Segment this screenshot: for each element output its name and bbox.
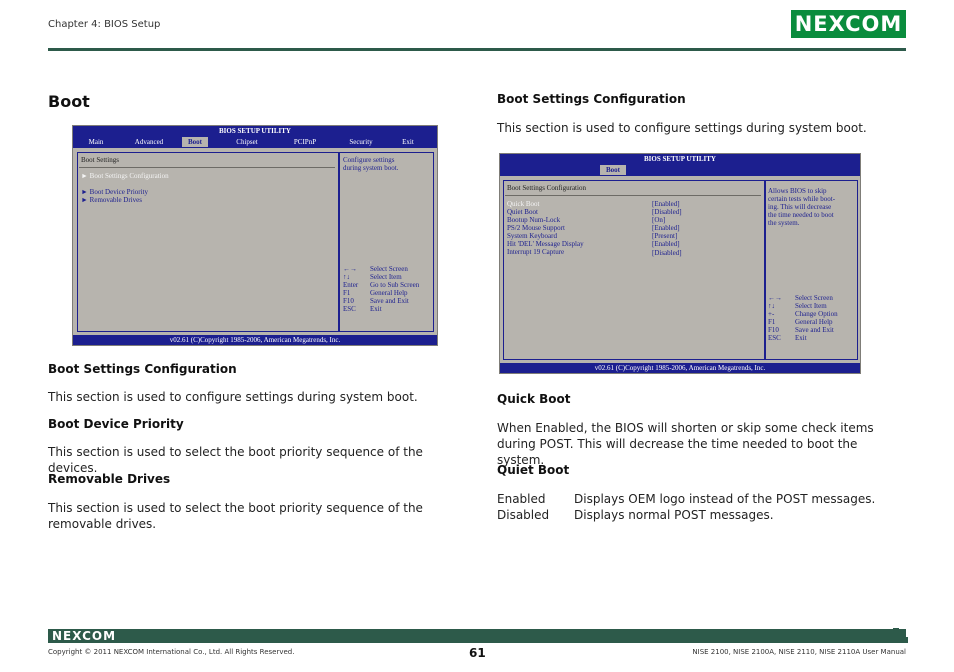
section-title: Boot Settings Configuration (48, 362, 237, 376)
page-number: 61 (469, 646, 486, 660)
bios-menu-main[interactable]: Main (88, 138, 104, 146)
bios-setting-name[interactable]: PS/2 Mouse Support (507, 224, 565, 232)
option-label: Enabled (497, 492, 546, 506)
bios-footer: v02.61 (C)Copyright 1985-2006, American Megatrends, Inc. (73, 335, 437, 345)
bios-setting-name[interactable]: System Keyboard (507, 232, 557, 240)
bios-panel-separator (505, 195, 761, 196)
bios-key: F1 (343, 289, 351, 297)
bios-menu-exit[interactable]: Exit (402, 138, 414, 146)
bios-panel-separator (79, 167, 335, 168)
bios-key: Enter (343, 281, 359, 289)
footer-square (893, 628, 899, 634)
bios-key: F10 (343, 297, 354, 305)
bios-help-line: the system. (768, 219, 800, 227)
bios-item-boot-settings[interactable]: ► Boot Settings Configuration (81, 172, 169, 180)
bios-setting-name[interactable]: Bootup Num-Lock (507, 216, 561, 224)
option-desc: Displays normal POST messages. (574, 508, 774, 522)
bios-setting-name[interactable]: Quick Boot (507, 200, 540, 208)
bios-key-action: Select Item (370, 273, 402, 281)
bios-key-action: General Help (795, 318, 833, 326)
bios-help-line: the time needed to boot (768, 211, 834, 219)
section-title: Boot Device Priority (48, 417, 184, 431)
page-heading-boot: Boot (48, 92, 90, 111)
bios-panel-title: Boot Settings Configuration (507, 184, 586, 192)
chapter-title: Chapter 4: BIOS Setup (48, 19, 161, 30)
bios-footer: v02.61 (C)Copyright 1985-2006, American Megatrends, Inc. (500, 363, 860, 373)
bios-key-action: Select Screen (795, 294, 833, 302)
bios-key-action: Save and Exit (795, 326, 834, 334)
bios-help-line: Allows BIOS to skip (768, 187, 827, 195)
bios-key-action: Select Item (795, 302, 827, 310)
section-title-quick-boot: Quick Boot (497, 392, 571, 406)
copyright-text: Copyright © 2011 NEXCOM International Co., Ltd. All Rights Reserved. (48, 648, 295, 656)
bios-setting-value[interactable]: [Enabled] (652, 200, 680, 208)
bios-key: ←→ (768, 294, 782, 302)
bios-menu-bar (73, 136, 437, 148)
footer-logo: NEXCOM (52, 629, 117, 643)
bios-setting-value[interactable]: [Present] (652, 232, 678, 240)
nexcom-logo: NEXCOM (791, 10, 906, 38)
section-title: Removable Drives (48, 472, 171, 486)
bios-key-action: Save and Exit (370, 297, 409, 305)
bios-title: BIOS SETUP UTILITY (500, 154, 860, 164)
bios-setting-value[interactable]: [Disabled] (652, 208, 682, 216)
option-desc: Displays OEM logo instead of the POST messages. (574, 492, 876, 506)
bios-menu-security[interactable]: Security (349, 138, 373, 146)
manual-title: NISE 2100, NISE 2100A, NISE 2110, NISE 2110A User Manual (692, 648, 906, 656)
section-body: This section is used to configure settings during system boot. (48, 390, 418, 404)
bios-menu-boot[interactable]: Boot (182, 137, 208, 147)
bios-key-action: Change Option (795, 310, 838, 318)
section-body: This section is used to select the boot priority sequence of the removable drives. (48, 501, 423, 531)
bios-screen-boot (72, 125, 438, 346)
right-intro: This section is used to configure settings during system boot. (497, 121, 867, 135)
bios-setting-value[interactable]: [On] (652, 216, 666, 224)
footer-square (893, 637, 899, 643)
bios-key-action: Exit (795, 334, 807, 342)
right-heading: Boot Settings Configuration (497, 92, 686, 106)
header-divider (48, 48, 906, 51)
bios-setting-value[interactable]: [Enabled] (652, 224, 680, 232)
bios-setting-name[interactable]: Interrupt 19 Capture (507, 248, 565, 256)
bios-help-line: during system boot. (343, 164, 399, 172)
bios-key-action: Go to Sub Screen (370, 281, 420, 289)
bios-key: ↑↓ (343, 273, 350, 281)
bios-item-boot-device-priority[interactable]: ► Boot Device Priority (81, 188, 149, 196)
bios-panel-title: Boot Settings (81, 156, 119, 164)
bios-item-removable-drives[interactable]: ► Removable Drives (81, 196, 142, 204)
bios-menu-advanced[interactable]: Advanced (134, 138, 164, 146)
bios-key: ←→ (343, 265, 357, 273)
bios-key: F10 (768, 326, 779, 334)
bios-key: F1 (768, 318, 776, 326)
bios-key: ESC (768, 334, 781, 342)
bios-menu-boot[interactable]: Boot (600, 165, 626, 175)
option-label: Disabled (497, 508, 550, 522)
bios-help-line: Configure settings (343, 156, 395, 164)
bios-menu-pcipnp[interactable]: PCIPnP (293, 138, 317, 146)
footer-square (902, 637, 908, 643)
bios-screen-boot-settings (499, 153, 861, 374)
footer-bar (48, 629, 906, 643)
bios-menu-bar (500, 164, 860, 176)
bios-setting-name[interactable]: Hit 'DEL' Message Display (507, 240, 584, 248)
bios-setting-value[interactable]: [Enabled] (652, 240, 680, 248)
bios-key-action: Exit (370, 305, 382, 313)
section-body-quick-boot: When Enabled, the BIOS will shorten or skip some check items during POST. This will decrease the time needed to boot the system. (497, 421, 874, 467)
bios-key: ↑↓ (768, 302, 775, 310)
bios-setting-name[interactable]: Quiet Boot (507, 208, 538, 216)
bios-key-action: General Help (370, 289, 408, 297)
bios-help-line: ing. This will decrease (768, 203, 832, 211)
bios-key-action: Select Screen (370, 265, 408, 273)
bios-main-panel (503, 180, 765, 360)
section-title-quiet-boot: Quiet Boot (497, 463, 570, 477)
bios-help-line: certain tests while boot- (768, 195, 836, 203)
bios-title: BIOS SETUP UTILITY (73, 126, 437, 136)
bios-setting-value[interactable]: [Disabled] (652, 249, 682, 257)
bios-key: +- (768, 310, 775, 318)
bios-key: ESC (343, 305, 356, 313)
bios-menu-chipset[interactable]: Chipset (236, 138, 258, 146)
section-body: This section is used to select the boot priority sequence of the devices. (48, 445, 423, 475)
